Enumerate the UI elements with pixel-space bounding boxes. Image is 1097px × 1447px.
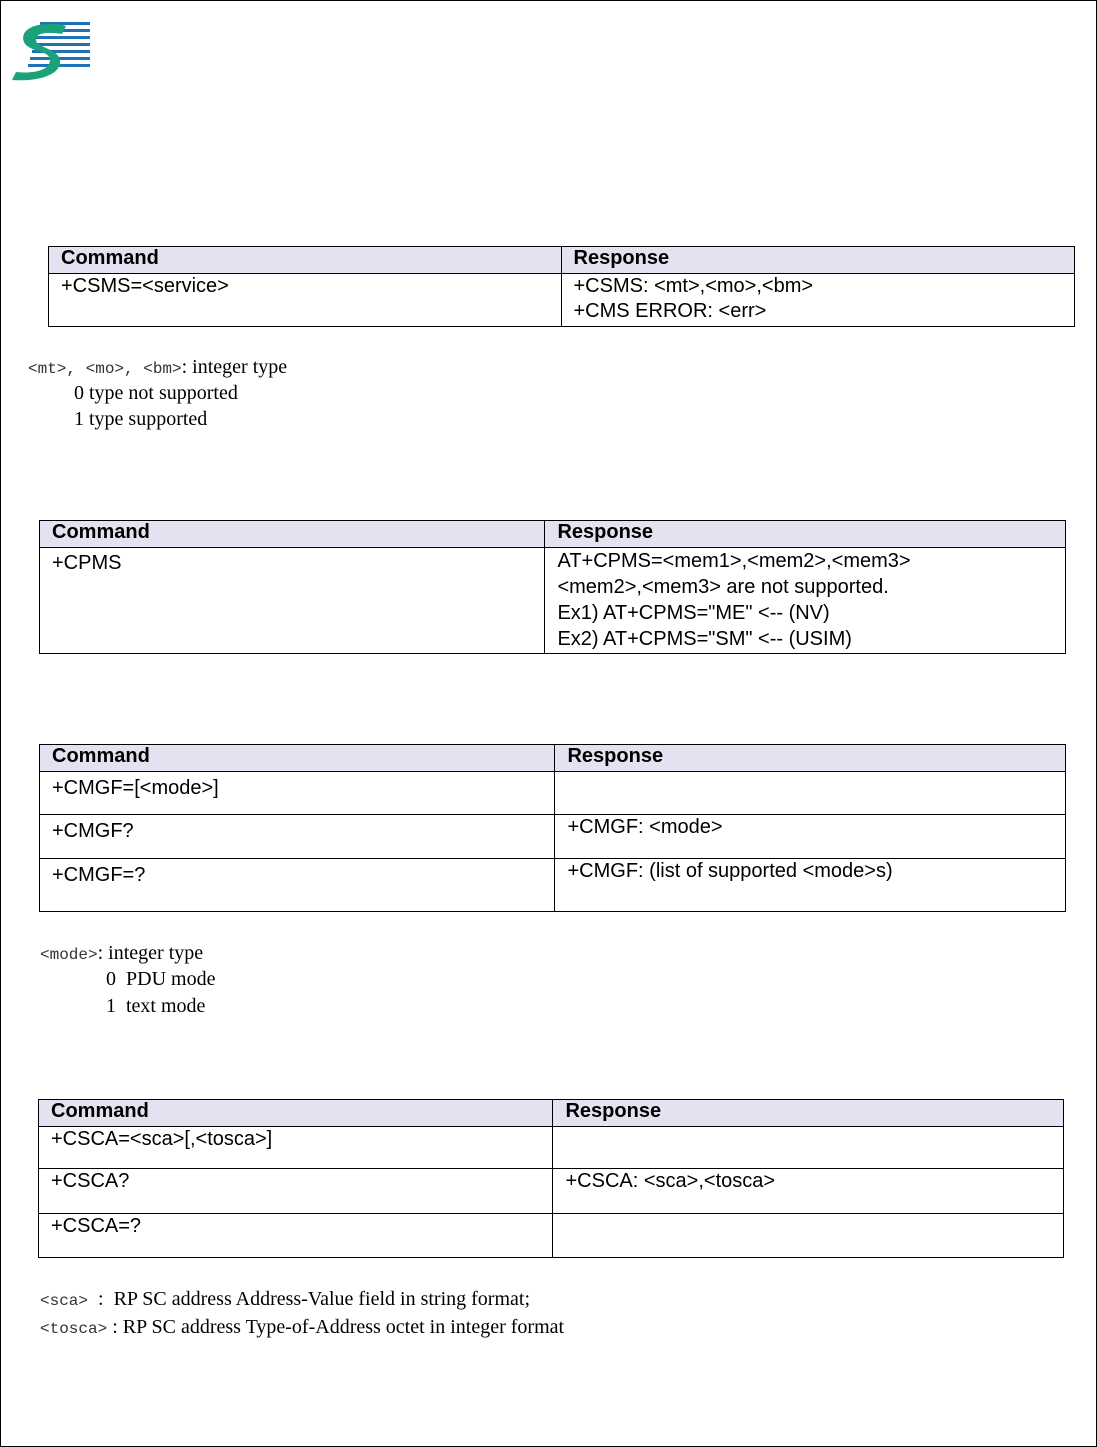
command-cell	[40, 772, 555, 815]
response-cell	[553, 1169, 1064, 1214]
param-desc: : integer type	[181, 356, 288, 378]
response-cell	[561, 274, 1075, 327]
command-text: +CMGF=[<mode>]	[52, 777, 219, 799]
cmgf-table	[39, 744, 1066, 912]
command-cell	[40, 859, 555, 912]
cpms-table	[39, 520, 1066, 654]
csca-table	[38, 1099, 1064, 1258]
response-cell	[555, 815, 1066, 859]
response-line: Ex2) AT+CPMS="SM" <-- (USIM)	[557, 628, 852, 650]
command-cell	[39, 1214, 553, 1258]
command-header: Command	[49, 247, 562, 274]
response-text: +CMGF: <mode>	[567, 816, 723, 838]
command-text: +CMGF?	[52, 820, 134, 842]
response-line: Ex1) AT+CPMS="ME" <-- (NV)	[557, 602, 830, 624]
mt-mo-bm-note	[28, 354, 287, 382]
value-line: 0 PDU mode	[106, 968, 216, 990]
response-header: Response	[545, 521, 1066, 548]
param-desc: : integer type	[97, 942, 204, 964]
company-logo	[10, 20, 92, 82]
response-line: AT+CPMS=<mem1>,<mem2>,<mem3>	[557, 550, 911, 572]
command-header: Command	[39, 1100, 553, 1127]
response-cell	[545, 548, 1066, 654]
command-header: Command	[40, 745, 555, 772]
tosca-desc: : RP SC address Type-of-Address octet in integer format	[107, 1316, 565, 1338]
response-cell	[555, 772, 1066, 815]
response-line: <mem2>,<mem3> are not supported.	[557, 576, 889, 598]
command-text: +CMGF=?	[52, 864, 146, 886]
response-cell	[553, 1127, 1064, 1169]
command-text: +CSCA?	[51, 1170, 130, 1192]
sca-desc: : RP SC address Address-Value field in string format;	[88, 1288, 531, 1310]
command-cell	[39, 1127, 553, 1169]
response-line: +CMS ERROR: <err>	[573, 300, 767, 322]
command-text: +CSCA=?	[51, 1215, 142, 1237]
response-header: Response	[553, 1100, 1064, 1127]
value-line: 1 type supported	[74, 408, 208, 430]
csms-table	[48, 246, 1075, 327]
value-line: 1 text mode	[106, 995, 206, 1017]
response-cell	[553, 1214, 1064, 1258]
param-names: <mode>	[40, 946, 98, 964]
command-cell	[40, 548, 545, 654]
value-line: 0 type not supported	[74, 382, 238, 404]
response-header: Response	[555, 745, 1066, 772]
response-cell	[555, 859, 1066, 912]
response-text: +CSCA: <sca>,<tosca>	[565, 1170, 776, 1192]
command-cell	[39, 1169, 553, 1214]
command-text: +CSCA=<sca>[,<tosca>]	[51, 1128, 273, 1150]
tosca-param: <tosca>	[40, 1320, 108, 1338]
response-header: Response	[561, 247, 1075, 274]
sca-param: <sca>	[40, 1292, 89, 1310]
mode-note	[40, 940, 203, 968]
command-header: Command	[40, 521, 545, 548]
command-text: +CSMS=<service>	[61, 275, 229, 297]
command-cell	[40, 815, 555, 859]
response-text: +CMGF: (list of supported <mode>s)	[567, 860, 893, 882]
command-cell	[49, 274, 562, 327]
tosca-note	[40, 1314, 564, 1342]
param-names: <mt>, <mo>, <bm>	[28, 360, 182, 378]
sca-note	[40, 1286, 530, 1314]
response-line: +CSMS: <mt>,<mo>,<bm>	[573, 275, 814, 297]
command-text: +CPMS	[52, 552, 122, 574]
